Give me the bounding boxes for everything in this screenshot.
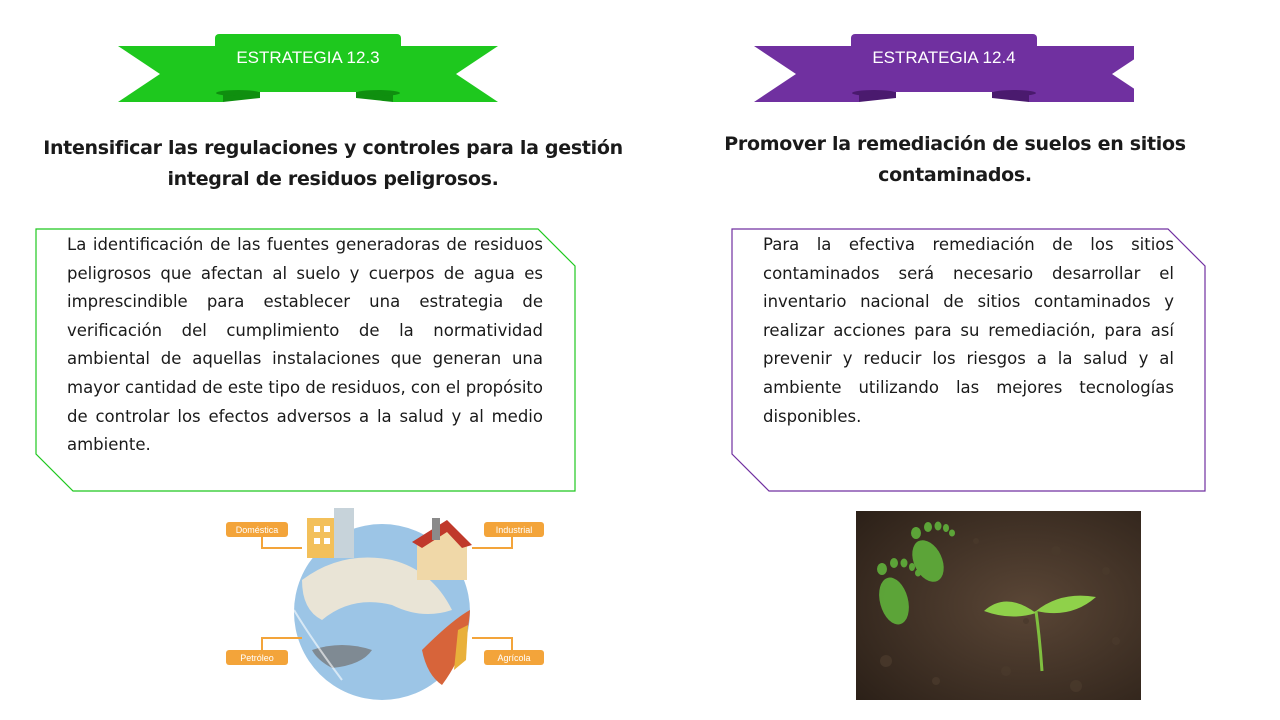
globe-waste-sources-icon [222,500,548,700]
footprints-seedling-soil-icon [856,511,1141,700]
description-card-left [35,228,576,493]
strategy-title-left: Intensificar las regulaciones y controles para la gestión integral de residuos peligrosos. [43,137,623,190]
soil-seedling-photo [856,511,1141,700]
ribbon-banner-purple-icon [754,34,1134,104]
banner-estrategia-12-4 [754,34,1134,104]
illustration-label-agricola: Agrícola [497,653,531,663]
illustration-label-industrial: Industrial [495,525,533,535]
card-body-text: Para la efectiva remediación de los sitios contaminados será necesario desarrollar el inventario nacional de sitios contaminados y realizar acciones para su remediación, para así prevenir y reducir los riesgos a la salud y al ambiente utilizando las mejores tecnologías disponibles. [763,235,1174,426]
strategy-title-right: Promover la remediación de suelos en sitios contaminados. [724,133,1186,186]
banner-label: ESTRATEGIA 12.4 [872,48,1016,67]
description-card-right [731,228,1206,493]
banner-label: ESTRATEGIA 12.3 [236,48,380,67]
waste-sources-globe-illustration [222,500,548,700]
card-body-text: La identificación de las fuentes generadoras de residuos peligrosos que afectan al suelo y cuerpos de agua es imprescindible para establecer una estrategia de verificación del cumplimiento de la normatividad ambiental de aquellas instalaciones que generan una mayor cantidad de este tipo de residuos, con el propósito de controlar los efectos adversos a la salud y al medio ambiente. [67,235,543,455]
banner-estrategia-12-3 [118,34,498,104]
illustration-label-domestica: Doméstica [235,525,279,535]
illustration-label-petroleo: Petróleo [240,653,274,663]
ribbon-banner-green-icon [118,34,498,104]
